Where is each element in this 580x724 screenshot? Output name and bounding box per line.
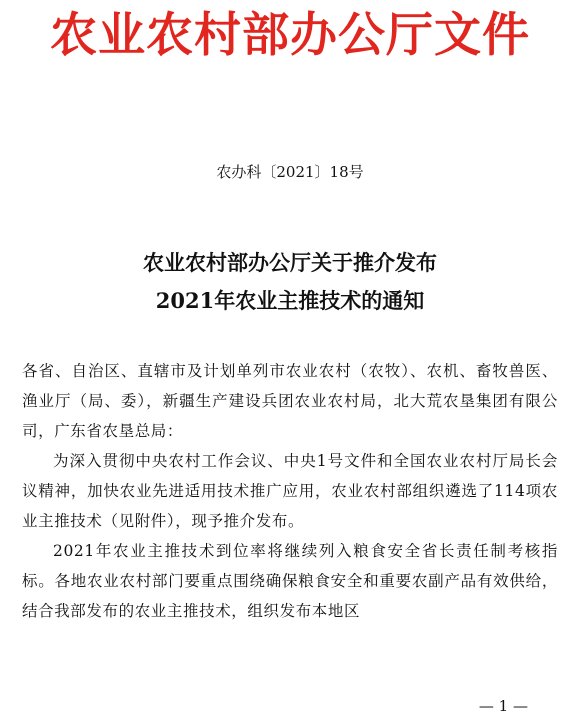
document-number: 农办科〔2021〕18号 [216, 163, 364, 181]
body-paragraph-1: 为深入贯彻中央农村工作会议、中央1号文件和全国农业农村厅局长会议精神，加快农业先进适用技术推广应用，农业农村部组织遴选了114项农业主推技术（见附件），现予推介发布。 [22, 452, 558, 530]
body-paragraph-2: 2021年农业主推技术到位率将继续列入粮食安全省长责任制考核指标。各地农业农村部门要重点围绕确保粮食安全和重要农副产品有效供给，结合我部发布的农业主推技术，组织发布本地区 [22, 542, 558, 620]
addressees-paragraph: 各省、自治区、直辖市及计划单列市农业农村（农牧）、农机、畜牧兽医、渔业厅（局、委），新疆生产建设兵团农业农村局，北大荒农垦集团有限公司，广东省农垦总局： [22, 362, 558, 440]
page-number: — 1 — [478, 697, 528, 715]
masthead-title: 农业农村部办公厅文件 [50, 8, 530, 63]
notice-body [22, 356, 558, 626]
notice-title-line-1: 农业农村部办公厅关于推介发布 [143, 250, 437, 275]
notice-title [0, 244, 580, 320]
notice-title-line-2: 2021年农业主推技术的通知 [155, 288, 425, 313]
